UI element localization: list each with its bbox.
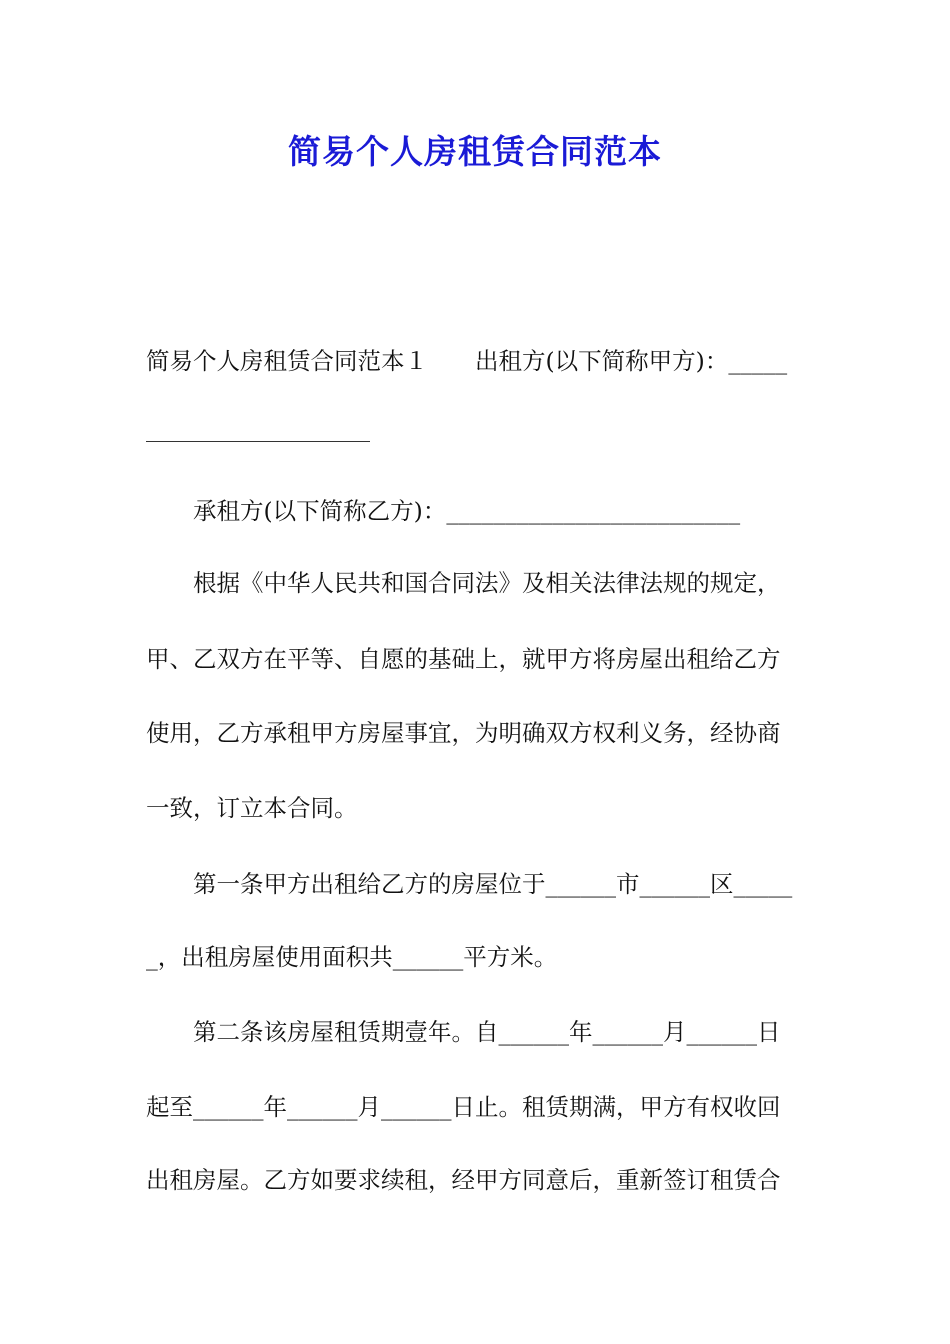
paragraph-line: 第一条甲方出租给乙方的房屋位于______市______区_____ bbox=[193, 870, 793, 898]
paragraph-line: 一致，订立本合同。 bbox=[146, 794, 358, 822]
paragraph-line: _，出租房屋使用面积共______平方米。 bbox=[146, 943, 558, 971]
paragraph-line: 简易个人房租赁合同范本１ 出租方(以下简称甲方)：_____ bbox=[146, 347, 788, 375]
paragraph-line: 使用，乙方承租甲方房屋事宜，为明确双方权利义务，经协商 bbox=[146, 719, 781, 747]
document-title: 简易个人房租赁合同范本 bbox=[288, 132, 662, 171]
paragraph-line: 出租房屋。乙方如要求续租，经甲方同意后，重新签订租赁合 bbox=[146, 1166, 781, 1194]
paragraph-line: 根据《中华人民共和国合同法》及相关法律法规的规定， bbox=[193, 569, 781, 597]
paragraph-line: 甲、乙双方在平等、自愿的基础上，就甲方将房屋出租给乙方 bbox=[146, 645, 781, 673]
blank-underline bbox=[146, 441, 370, 442]
paragraph-line: 起至______年______月______日止。租赁期满，甲方有权收回 bbox=[146, 1093, 781, 1121]
paragraph-line: 第二条该房屋租赁期壹年。自______年______月______日 bbox=[193, 1018, 781, 1046]
paragraph-line: 承租方(以下简称乙方)：_________________________ bbox=[193, 497, 741, 525]
